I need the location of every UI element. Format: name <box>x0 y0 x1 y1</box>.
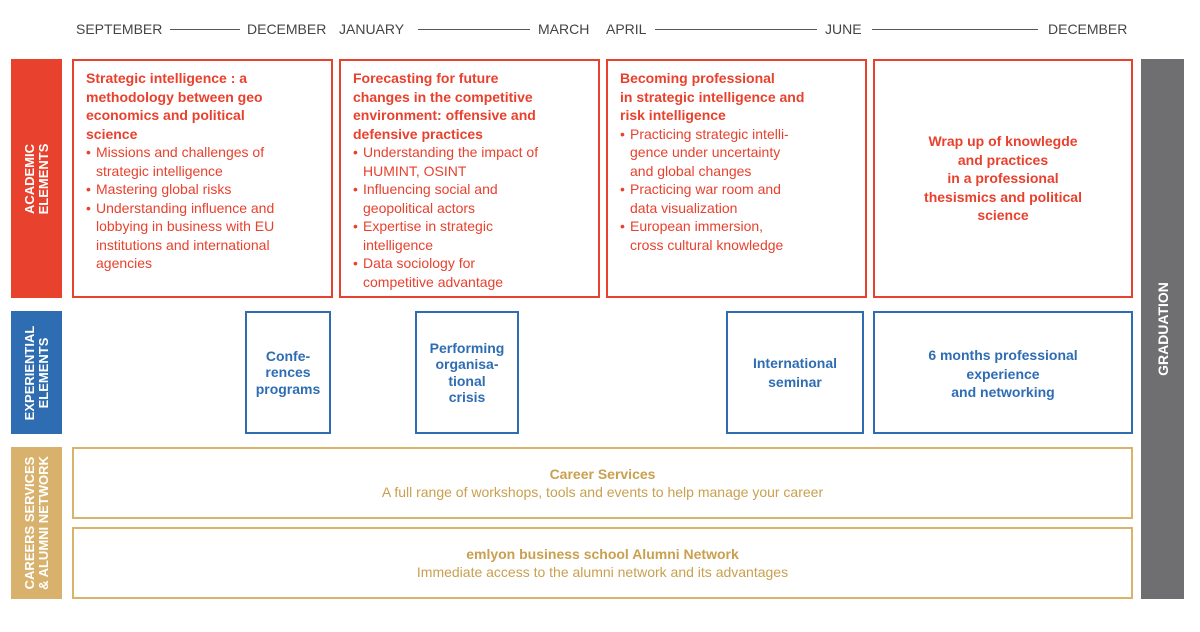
timeline-label-september: SEPTEMBER <box>76 21 163 37</box>
academic-box-strategic-intelligence <box>72 59 333 298</box>
bullet-item: • Understanding the impact of HUMINT, OSINT <box>353 143 586 180</box>
graduation-band: GRADUATION <box>1141 59 1184 599</box>
bullet-item: • Expertise in strategic intelligence <box>353 217 586 254</box>
academic-box-wrap-up <box>873 59 1133 298</box>
timeline-label-april: APRIL <box>606 21 647 37</box>
academic-box-title: Forecasting for future changes in the competitive environment: offensive and defensive practices <box>353 70 536 142</box>
timeline-label-december: DECEMBER <box>247 21 327 37</box>
experiential-box-professional-experience: 6 months professional experience and networking <box>873 311 1133 434</box>
timeline-line <box>170 29 240 30</box>
bullet-item: • Practicing war room and data visualization <box>620 180 853 217</box>
bullet-item: • Missions and challenges of strategic intelligence <box>86 143 319 180</box>
timeline-label-june: JUNE <box>825 21 862 37</box>
academic-box-title: Wrap up of knowlegde and practices in a professional thesismics and political science <box>924 133 1082 224</box>
experiential-box-seminar: International seminar <box>726 311 864 434</box>
academic-box-title: Strategic intelligence : a methodology between geo economics and political science <box>86 70 263 142</box>
timeline-label-march: MARCH <box>538 21 590 37</box>
alumni-network-box <box>72 527 1133 599</box>
bullet-item: • European immersion, cross cultural knowledge <box>620 217 853 254</box>
experiential-box-crisis: Performing organisa- tional crisis <box>415 311 519 434</box>
careers-alumni-band: CAREERS SERVICES & ALUMNI NETWORK <box>11 447 62 599</box>
timeline-line <box>655 29 817 30</box>
alumni-network-subtitle: Immediate access to the alumni network and its advantages <box>416 564 789 580</box>
academic-elements-band: ACADEMIC ELEMENTS <box>11 59 62 298</box>
timeline-label-january: JANUARY <box>339 21 405 37</box>
bullet-item: • Influencing social and geopolitical actors <box>353 180 586 217</box>
experiential-box-conferences: Confe- rences programs <box>245 311 331 434</box>
alumni-network-title: emlyon business school Alumni Network <box>466 546 739 562</box>
timeline-line <box>418 29 530 30</box>
experiential-elements-band: EXPERIENTIAL ELEMENTS <box>11 311 62 434</box>
bullet-item: • Practicing strategic intelli- gence under uncertainty and global changes <box>620 125 853 181</box>
academic-box-title: Becoming professional in strategic intelligence and risk intelligence <box>620 70 805 123</box>
timeline-label-december-end: DECEMBER <box>1048 21 1128 37</box>
career-services-subtitle: A full range of workshops, tools and events to help manage your career <box>381 484 824 500</box>
academic-box-becoming-professional <box>606 59 867 298</box>
timeline-line <box>872 29 1038 30</box>
bullet-item: • Mastering global risks <box>86 180 319 199</box>
career-services-title: Career Services <box>549 466 656 482</box>
career-services-box <box>72 447 1133 519</box>
bullet-item: • Data sociology for competitive advantage <box>353 254 586 291</box>
academic-box-forecasting <box>339 59 600 298</box>
bullet-item: • Understanding influence and lobbying in business with EU institutions and international agencies <box>86 199 319 273</box>
